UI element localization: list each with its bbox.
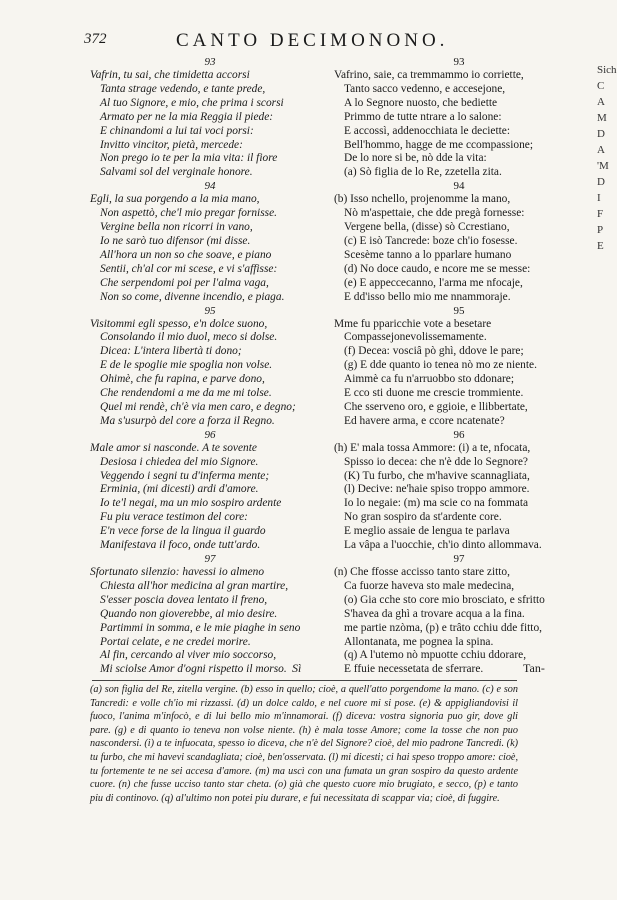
italian-verse-line: Quando non gioverebbe, al mio desire. [100,607,278,620]
dialect-verse-line: E accossì, addenocchiata le deciette: [344,124,511,137]
edge-fragment: F [597,208,604,220]
italian-stanza-number: 96 [204,428,216,441]
dialect-verse-line: Bell'hommo, hagge de me ccompassione; [344,138,534,151]
italian-verse-line: Portai celate, e ne credei morire. [100,635,251,648]
italian-verse-line: Invitto vincitor, pietà, mercede: [100,138,243,151]
italian-stanza-number: 95 [204,304,216,317]
dialect-verse-line: (d) No doce caudo, e ncore me se messe: [344,262,531,275]
edge-fragment: Sich [597,64,617,76]
dialect-verse-line: (g) E dde quanto io tenea nò mo ze niente. [344,359,537,372]
dialect-verse-line: (f) Decea: vosciâ pò ghì, ddove le pare; [344,345,524,358]
italian-verse-line: Armato per ne la mia Reggia il piede: [100,110,274,123]
italian-verse-line: Io ne sarò tuo difensor (mi disse. [100,234,251,247]
dialect-verse-line: Compassejonevolissemamente. [344,331,487,344]
dialect-text-column [334,56,584,677]
dialect-verse-line: Nò m'aspettaie, che dde pregà fornesse: [344,207,525,220]
dialect-verse-line: E ffuie necessetata de sferrare. [344,663,484,676]
dialect-verse-line: E meglio assaie de lengua te parlava [344,525,510,538]
footnote-divider [92,680,517,681]
italian-verse-line: Che rendendomi a me da me mi tolse. [100,387,272,400]
italian-verse-line: Veggendo i segni tu d'inferma mente; [100,469,270,482]
dialect-verse-line: De lo nore si be, nò dde la vita: [344,152,487,165]
italian-verse-line: Male amor si nasconde. A te sovente [90,441,257,454]
italian-verse-line: Al fin, cercando al viver mio soccorso, [100,649,277,662]
dialect-verse-line: (l) Decive: ne'haie spiso troppo ammore. [344,483,530,496]
italian-text-column [90,56,330,677]
edge-fragment: 'M [597,160,609,172]
dialect-verse-line: Vergene bella, (disse) sò Ccrestiano, [344,221,510,234]
italian-verse-line: Sfortunato silenzio: havessi io almeno [90,566,265,578]
edge-fragment: C [597,80,605,92]
left-catchword: Sì [292,661,302,675]
italian-verse-line: Non so come, divenne incendio, e piaga. [100,290,285,303]
dialect-verse-line: Allontanata, me pognea la spina. [344,635,494,648]
dialect-verse-line: Ed havere arma, e ccore ncatenate? [344,414,505,427]
dialect-verse-line: A lo Segnore nuosto, che bediette [344,96,498,109]
edge-fragment: D [597,128,605,140]
dialect-verse-line: (n) Che ffosse accisso tanto stare zitto, [334,566,510,578]
dialect-verse-line: Spisso io decea: che n'è dde lo Segnore? [344,455,528,468]
dialect-verse-line: S'havea da ghì a trovare acqua a la fina. [344,607,525,620]
dialect-verse-line: Io lo negaie: (m) ma scie co na fommata [344,497,529,510]
dialect-verse-line: (q) A l'utemo nò mpuotte cchiu ddorare, [344,649,527,662]
dialect-verse-line: Tanto sacco vedenno, e accesejone, [344,82,506,95]
italian-verse-line: Che serpendomi poi per l'alma vaga, [100,276,269,289]
dialect-verse-line: E cco sti duone me crescie trommiente. [344,387,524,400]
edge-fragment: I [597,192,601,204]
edge-fragment: A [597,96,605,108]
italian-verse-line: Sentii, ch'al cor mi scese, e vi s'affisse: [100,262,278,275]
dialect-verse-line: Aimmè ca fu n'arruobbo sto ddonare; [344,373,515,386]
edge-fragment: D [597,176,605,188]
italian-stanza-number: 93 [204,56,216,68]
dialect-verse-line: (K) Tu furbo, che m'havive scannagliata, [344,469,530,482]
dialect-verse-line: (a) Sò figlia de lo Re, zzetella zita. [344,166,502,179]
dialect-verse-line: Vafrino, saie, ca tremmammo io corriette, [334,69,524,81]
italian-verse-line: Manifestava il foco, onde tutt'ardo. [100,539,261,552]
dialect-verse-line: Primmo de tutte ntrare a lo salone: [344,110,502,123]
dialect-stanza-number: 95 [453,304,465,317]
dialect-verse-line: La vâpa a l'uocchie, ch'io dinto allommava. [344,539,542,552]
dialect-verse-line: (b) Isso nchello, projenomme la mano, [334,193,511,206]
italian-stanza-number: 97 [204,553,216,565]
dialect-verse-line: (c) E isò Tancrede: boze ch'io fosesse. [344,234,518,247]
italian-verse-line: Tanta strage vedendo, e tante prede, [100,82,266,95]
dialect-verse-line: No gran sospiro da st'ardente core. [344,511,502,524]
canto-title: CANTO DECIMONONO. [176,30,449,51]
italian-verse-line: Mi sciolse Amor d'ogni rispetto il morso. [100,663,287,676]
dialect-stanza-number: 96 [453,428,465,441]
dialect-stanza-number: 97 [453,553,465,565]
edge-fragment: E [597,240,604,252]
italian-verse-line: Fu piu verace testimon del core: [100,511,248,524]
dialect-stanza-number: 93 [453,56,465,68]
page-number: 372 [84,31,107,47]
italian-verse-line: Vergine bella non ricorri in vano, [100,221,253,234]
italian-verse-line: All'hora un non so che soave, e piano [100,248,272,261]
italian-verse-line: Egli, la sua porgendo a la mia mano, [90,193,260,206]
dialect-verse-line: Scesème tanno a lo pparlare humano [344,248,512,261]
dialect-verse-line: Mme fu pparicchie vote a besetare [334,317,492,330]
edge-fragment: M [597,112,607,124]
italian-verse-line: Chiesta all'hor medicina al gran martire, [100,579,289,592]
italian-verse-line: S'esser poscia dovea lentato il freno, [100,593,268,606]
edge-fragment: P [597,224,604,236]
dialect-verse-line: (h) E' mala tossa Ammore: (i) a te, nfocata, [334,441,531,454]
italian-verse-line: Ohimè, che fu rapina, e parve dono, [100,373,265,386]
dialect-stanza-number: 94 [453,180,465,193]
italian-verse-line: E chinandomi a lui tai voci porsi: [100,124,254,137]
adjacent-page-edge [597,62,617,254]
italian-stanza-number: 94 [204,180,216,193]
right-catchword: Tan- [523,661,545,675]
dialect-verse-line: (o) Gia cche sto core mio brosciato, e sfritto [344,593,545,606]
italian-verse-line: E de le spoglie mie spoglia non volse. [100,359,273,372]
footnotes: (a) son figlia del Re, zitella vergine. (b) esso in quello; cioè, a quell'atto porgendome la mano. (c) e son Tancredi: e volle ch'io mi rizzassi. (d) un dolce caldo, e nel cuore mi si pose. (e) & appigliandovisi il fuoco, l'anima m'infocò, e di lui bello mio m'innamorai. (f) diceva: vostra signoria puo gir, dove gli pare. (g) e di quanto io teneva non volse niente. (h) è mala tosse Amore; come la tosse che non puo nascondersi. (i) a te infuocata, spesso io diceva, che n'è del Signore? cioè, del mio padrone Tancredi. (k) tu furbo, che mi havevi scandagliata; cioè, ben'osservata. (l) mi dicesti; ci hai speso troppo amore: cioè, tu fortemente te ne sei accesa d'amore. (m) ma uscì con una fumata un gran sospiro da questo ardente cuore. (n) che fusse ucciso tanto star cheta. (o) già che questo cuore mio brugiato, e secco, (p) e tanto piu di continovo. (q) al'ultimo non potei piu durare, e fui necessitata di scappar via; cioè, di fuggire. [90,684,518,804]
dialect-verse-line: me partie nzòma, (p) e trâto cchiu dde fitto, [344,621,542,634]
italian-verse-line: Quel mi rendè, ch'è via men caro, e degno; [100,400,296,413]
italian-verse-line: Salvami sol del verginale honore. [100,166,253,179]
italian-verse-line: Desiosa i chiedea del mio Signore. [100,455,259,468]
italian-verse-line: Consolando il mio duol, meco si dolse. [100,331,278,344]
dialect-verse-line: Che sserveno oro, e ggioie, e llibbertate, [344,400,528,413]
italian-verse-line: Visitommi egli spesso, e'n dolce suono, [90,317,268,330]
italian-verse-line: Non aspettò, che'l mio pregar fornisse. [100,207,277,220]
italian-verse-line: Non prego io te per la mia vita: il fiore [100,152,278,165]
italian-verse-line: Vafrin, tu sai, che timidetta accorsi [90,69,250,81]
italian-verse-line: Erminia, (mi dicesti) ardi d'amore. [100,483,259,496]
edge-fragment: A [597,144,605,156]
italian-verse-line: E'n vece forse de la lingua il guardo [100,525,266,538]
italian-verse-line: Ma s'usurpò del core a forza il Regno. [100,414,275,427]
italian-verse-line: Partimmi in somma, e le mie piaghe in seno [100,621,301,634]
italian-verse-line: Dicea: L'intera libertà ti dono; [100,345,242,358]
dialect-verse-line: Ca fuorze haveva sto male medecina, [344,579,515,592]
dialect-verse-line: E dd'isso bello mio me nnammoraje. [344,290,511,303]
italian-verse-line: Al tuo Signore, e mio, che prima i scorsi [100,96,284,109]
italian-verse-line: Io te'l negai, ma un mio sospiro ardente [100,497,282,510]
dialect-verse-line: (e) E appeccecanno, l'arma me nfocaje, [344,276,523,289]
